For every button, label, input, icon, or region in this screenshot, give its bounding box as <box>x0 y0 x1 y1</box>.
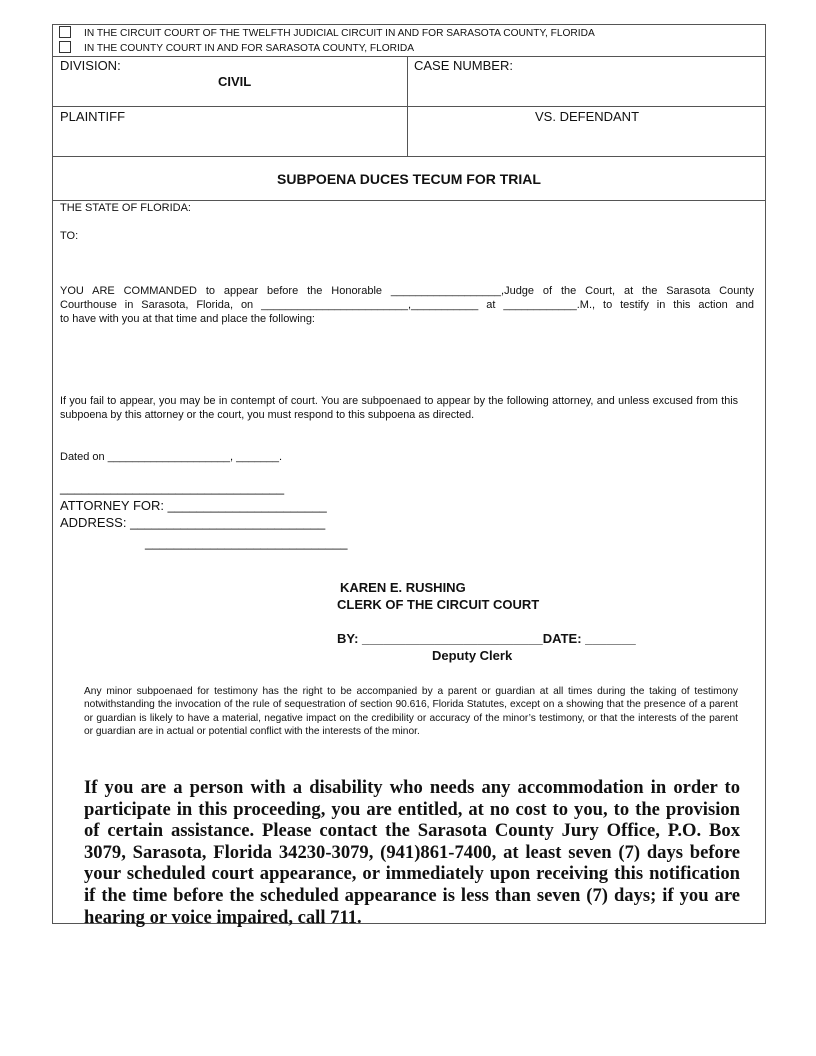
case-number-label: CASE NUMBER: <box>414 58 513 73</box>
by-date-line[interactable]: BY: _________________________DATE: _______ <box>337 631 636 646</box>
deputy-clerk-label: Deputy Clerk <box>432 648 513 663</box>
clerk-name: KAREN E. RUSHING <box>340 580 466 595</box>
divider <box>52 106 766 107</box>
division-value[interactable]: CIVIL <box>218 74 252 89</box>
dated-line: Dated on ____________________, _______. <box>60 451 283 463</box>
plaintiff-label: PLAINTIFF <box>60 109 126 124</box>
divider <box>52 200 766 201</box>
division-label: DIVISION: <box>60 58 121 73</box>
contempt-notice: If you fail to appear, you may be in contempt of court. You are subpoenaed to appear by the following attorney, and unless excused from this subpoena by this attorney or the court, you must respond to this subpoena as directed. <box>60 395 738 421</box>
address-line2-field[interactable]: ____________________________ <box>145 535 348 550</box>
circuit-court-label: IN THE CIRCUIT COURT OF THE TWELFTH JUDICIAL CIRCUIT IN AND FOR SARASOTA COUNTY, FLORIDA <box>84 28 595 39</box>
command-text-line2: Courthouse in Sarasota, Florida, on ________________________,___________ at ____________.M., to testify in this action and <box>60 299 754 311</box>
divider <box>407 56 408 156</box>
divider <box>52 156 766 157</box>
ada-notice: If you are a person with a disability who needs any accommodation in order to participate in this proceeding, you are entitled, at no cost to you, to the provision of certain assistance. Please contact the Sarasota County Jury Office, P.O. Box 3079, Sarasota, Florida 34230-3079, (941)861-7400, at least seven (7) days before your scheduled court appearance, or immediately upon receiving this notification if the time before the scheduled appearance is less than seven (7) days; if you are hearing or voice impaired, call 711. <box>84 777 740 928</box>
minor-notice: Any minor subpoenaed for testimony has the right to be accompanied by a parent or guardian at all times during the taking of testimony notwithstanding the invocation of the rule of sequestration of section 90.616, Florida Statutes, except on a showing that the presence of a parent or guardian is likely to have a material, negative impact on the credibility or accuracy of the minor’s testimony, or that the interests of the parent or guardian are in actual or potential conflict with the interests of the minor. <box>84 686 738 738</box>
state-heading: THE STATE OF FLORIDA: <box>60 202 191 214</box>
command-text-line3: to have with you at that time and place the following: <box>60 313 315 325</box>
command-text-line1: YOU ARE COMMANDED to appear before the Honorable __________________,Judge of the Court, at the Sarasota County <box>60 285 754 297</box>
attorney-signature-line[interactable]: _______________________________ <box>60 480 285 495</box>
clerk-title: CLERK OF THE CIRCUIT COURT <box>337 597 540 612</box>
county-court-label: IN THE COUNTY COURT IN AND FOR SARASOTA COUNTY, FLORIDA <box>84 43 415 54</box>
attorney-for-field[interactable]: ATTORNEY FOR: ______________________ <box>60 498 327 513</box>
address-field[interactable]: ADDRESS: ___________________________ <box>60 515 326 530</box>
county-court-checkbox[interactable] <box>59 41 71 53</box>
page-title: SUBPOENA DUCES TECUM FOR TRIAL <box>277 171 541 187</box>
circuit-court-checkbox[interactable] <box>59 26 71 38</box>
divider <box>52 56 766 57</box>
defendant-label: VS. DEFENDANT <box>535 109 640 124</box>
to-label: TO: <box>60 230 79 242</box>
